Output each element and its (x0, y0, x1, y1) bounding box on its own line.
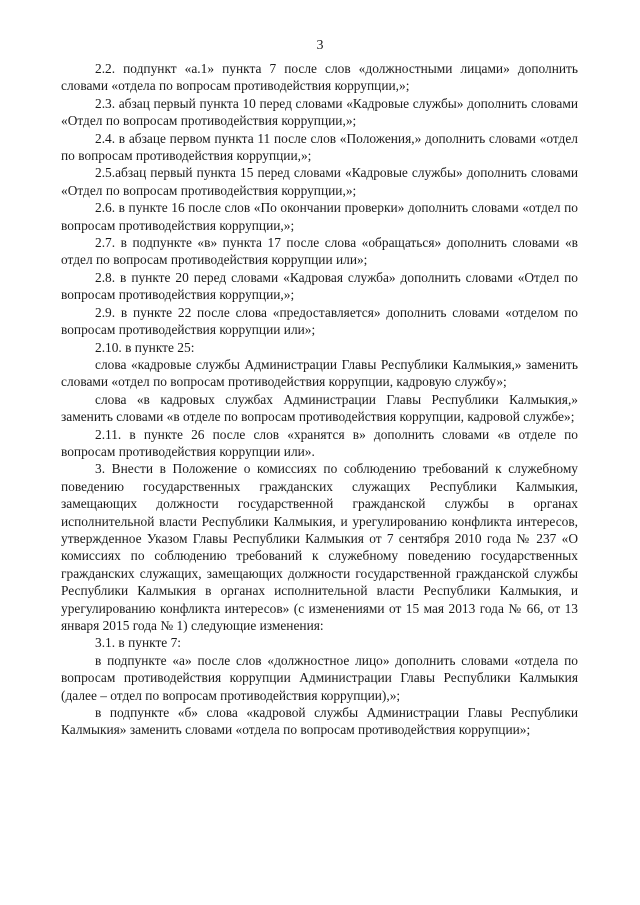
document-body (61, 60, 578, 739)
page-number: 3 (316, 38, 324, 53)
paragraph-2-5: 2.5.абзац первый пункта 15 перед словами «Кадровые службы» дополнить словами «Отдел по вопросам противодействия коррупции,»; (61, 165, 578, 198)
paragraph-2-8: 2.8. в пункте 20 перед словами «Кадровая служба» дополнить словами «Отдел по вопросам противодействия коррупции,»; (61, 269, 578, 303)
paragraph-2-6: 2.6. в пункте 16 после слов «По окончании проверки» дополнить словами «отдел по вопросам противодействия коррупции,»; (61, 200, 578, 233)
paragraph-2-10-item-1: слова «кадровые службы Администрации Главы Республики Калмыкия,» заменить словами «отдел по вопросам противодействия коррупции, кадровую службу»; (61, 356, 578, 390)
paragraph-2-10: 2.10. в пункте 25: (95, 339, 195, 355)
paragraph-2-7: 2.7. в подпункте «в» пункта 17 после слова «обращаться» дополнить словами «в отдел по вопросам противодействия коррупции или»; (61, 235, 578, 268)
paragraph-3: 3. Внести в Положение о комиссиях по соблюдению требований к служебному поведению государственных гражданских служащих Республики Калмыкия, замещающих должности государственной гражданской службы в органах исполнительной власти Республики Калмыкия, и урегулированию конфликта интересов, утвержденное Указом Главы Республики Калмыкия от 7 сентября 2010 года № 237 «О комиссиях по соблюдению требований к служебному поведению государственных гражданских служащих, замещающих должности государственной гражданской службы Республики Калмыкия в органах исполнительной власти Республики Калмыкия, и урегулированию конфликта интересов» (с изменениями от 15 мая 2013 года № 66, от 13 января 2015 года № 1) следующие изменения: (61, 461, 578, 633)
paragraph-2-2: 2.2. подпункт «а.1» пункта 7 после слов «должностными лицами» дополнить словами «отдела по вопросам противодействия коррупции,»; (61, 61, 578, 94)
paragraph-3-1-item-b: в подпункте «б» слова «кадровой службы Администрации Главы Республики Калмыкия» заменить словами «отдела по вопросам противодействия коррупции»; (61, 705, 578, 738)
paragraph-2-3: 2.3. абзац первый пункта 10 перед словами «Кадровые службы» дополнить словами «Отдел по вопросам противодействия коррупции,»; (61, 95, 578, 129)
paragraph-2-10-item-2: слова «в кадровых службах Администрации Главы Республики Калмыкия,» заменить словами «в отделе по вопросам противодействия коррупции, кадровой службе»; (61, 391, 578, 425)
paragraph-2-11: 2.11. в пункте 26 после слов «хранятся в» дополнить словами «в отделе по вопросам противодействия коррупции или». (61, 426, 578, 459)
paragraph-2-4: 2.4. в абзаце первом пункта 11 после слов «Положения,» дополнить словами «отдел по вопросам противодействия коррупции,»; (61, 130, 578, 164)
paragraph-3-1: 3.1. в пункте 7: (95, 635, 182, 651)
paragraph-3-1-item-a: в подпункте «а» после слов «должностное лицо» дополнить словами «отдела по вопросам противодействия коррупции Администрации Главы Республики Калмыкия (далее – отдел по вопросам противодействия коррупции),»; (61, 652, 578, 703)
paragraph-2-9: 2.9. в пункте 22 после слова «предоставляется» дополнить словами «отделом по вопросам противодействия коррупции или»; (61, 304, 578, 338)
